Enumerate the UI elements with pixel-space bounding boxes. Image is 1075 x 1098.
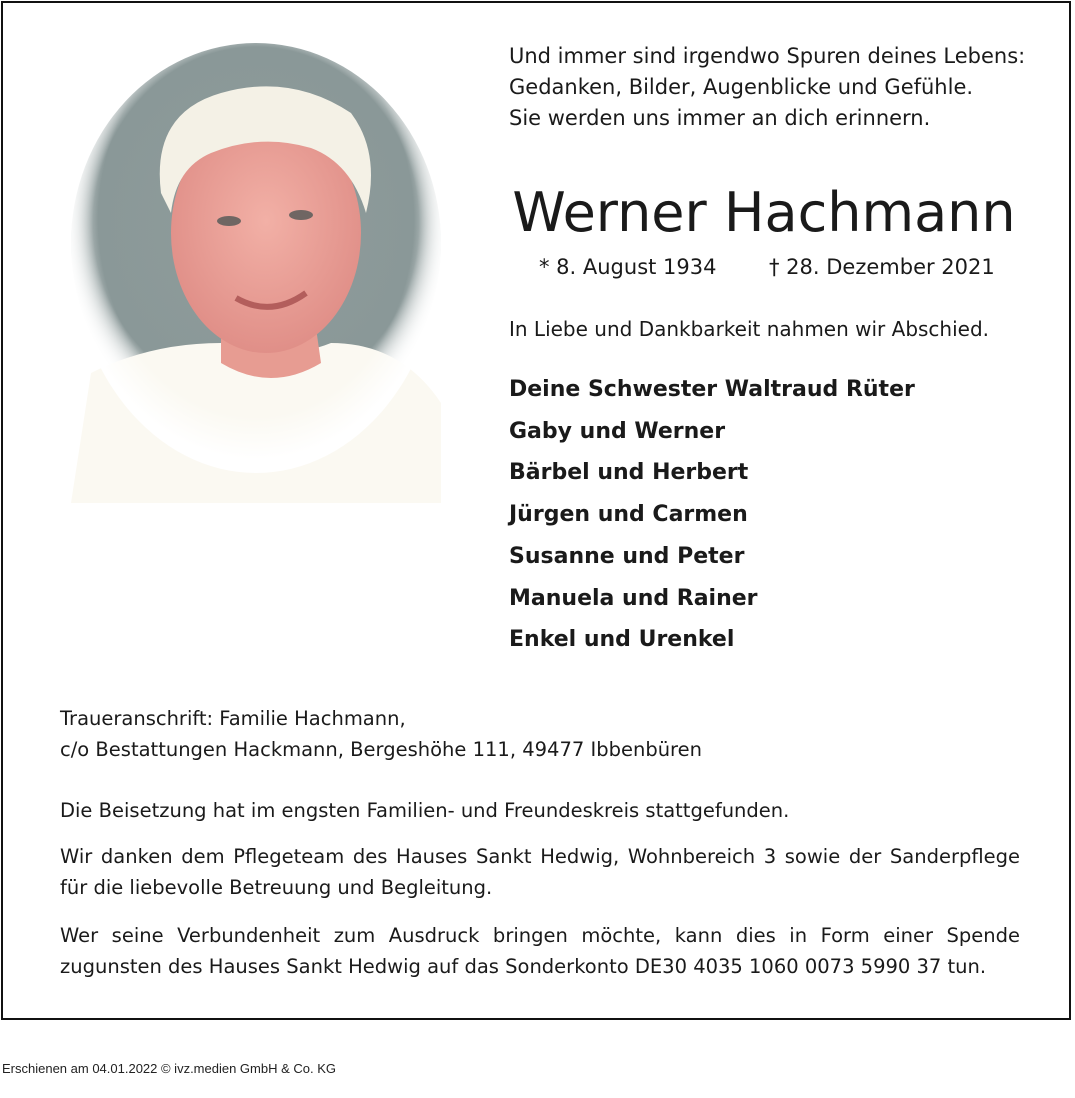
memorial-quote [509, 41, 1025, 134]
quote-line: Und immer sind irgendwo Spuren deines Lebens: [509, 44, 1026, 68]
death-date: † 28. Dezember 2021 [769, 255, 995, 279]
address-line: c/o Bestattungen Hackmann, Bergeshöhe 111, 49477 Ibbenbüren [60, 738, 702, 761]
deceased-name: Werner Hachmann [512, 181, 1016, 244]
mourners-list [509, 369, 915, 661]
condolence-address [60, 703, 702, 765]
mourner-item: Deine Schwester Waltraud Rüter [509, 377, 915, 402]
life-dates [539, 253, 995, 281]
obituary-frame [1, 1, 1071, 1020]
thanks-notice: Wir danken dem Pflegeteam des Hauses Sankt Hedwig, Wohnbereich 3 sowie der Sanderpflege für die liebevolle Betreuung und Begleitung. [60, 845, 1020, 899]
quote-line: Gedanken, Bilder, Augenblicke und Gefühle. [509, 75, 974, 99]
mourner-item: Bärbel und Herbert [509, 460, 749, 486]
birth-date: * 8. August 1934 [539, 255, 717, 279]
mourner-item: Enkel und Urenkel [509, 627, 735, 653]
mourner-item: Manuela und Rainer [509, 585, 758, 611]
quote-line: Sie werden uns immer an dich erinnern. [509, 106, 931, 130]
mourner-item: Gaby und Werner [509, 418, 726, 444]
donation-notice: Wer seine Verbundenheit zum Ausdruck bringen möchte, kann dies in Form einer Spende zugunsten des Hauses Sankt Hedwig auf das Sonderkonto DE30 4035 1060 0073 5990 37 tun. [60, 924, 1020, 978]
portrait-photo [71, 43, 441, 503]
farewell-line: In Liebe und Dankbarkeit nahmen wir Abschied. [509, 317, 990, 341]
mourner-item: Susanne und Peter [509, 543, 745, 569]
address-line: Traueranschrift: Familie Hachmann, [60, 707, 406, 730]
burial-notice: Die Beisetzung hat im engsten Familien- und Freundeskreis stattgefunden. [60, 799, 790, 822]
publication-footer: Erschienen am 04.01.2022 © ivz.medien GmbH & Co. KG [2, 1061, 337, 1076]
mourner-item: Jürgen und Carmen [509, 502, 748, 528]
